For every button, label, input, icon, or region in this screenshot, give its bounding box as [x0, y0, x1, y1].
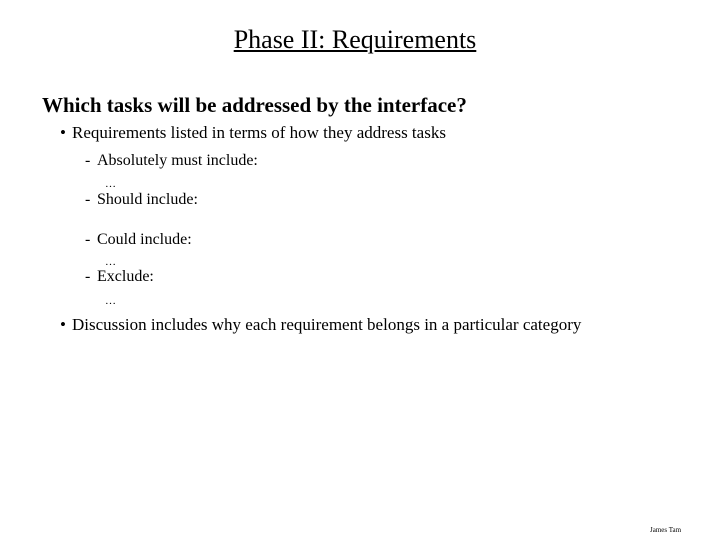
dash-mark: -: [85, 191, 91, 208]
sub-item-label: Exclude:: [97, 268, 154, 285]
sub-item-exclude: [85, 266, 154, 288]
bullet-requirements: [60, 121, 446, 145]
bullet-discussion: [60, 313, 581, 337]
footer-author: James Tam: [650, 526, 682, 534]
dash-mark: -: [85, 231, 91, 248]
continuation-dots: …: [105, 295, 117, 307]
bullet-mark: •: [60, 123, 66, 142]
bullet-text: Requirements listed in terms of how they address tasks: [72, 123, 446, 142]
sub-item-label: Could include:: [97, 231, 192, 248]
dash-mark: -: [85, 268, 91, 285]
sub-item-could-include: [85, 229, 192, 251]
dash-mark: -: [85, 152, 91, 169]
continuation-dots: …: [105, 256, 117, 268]
bullet-text: Discussion includes why each requirement belongs in a particular category: [72, 315, 582, 334]
continuation-dots: …: [105, 178, 117, 190]
bullet-mark: •: [60, 315, 66, 334]
slide-title: Phase II: Requirements: [233, 25, 477, 54]
slide-heading: Which tasks will be addressed by the interface?: [42, 93, 467, 117]
sub-item-label: Absolutely must include:: [97, 152, 258, 169]
sub-item-label: Should include:: [97, 191, 198, 208]
sub-item-should-include: [85, 189, 198, 211]
sub-item-must-include: [85, 150, 258, 172]
